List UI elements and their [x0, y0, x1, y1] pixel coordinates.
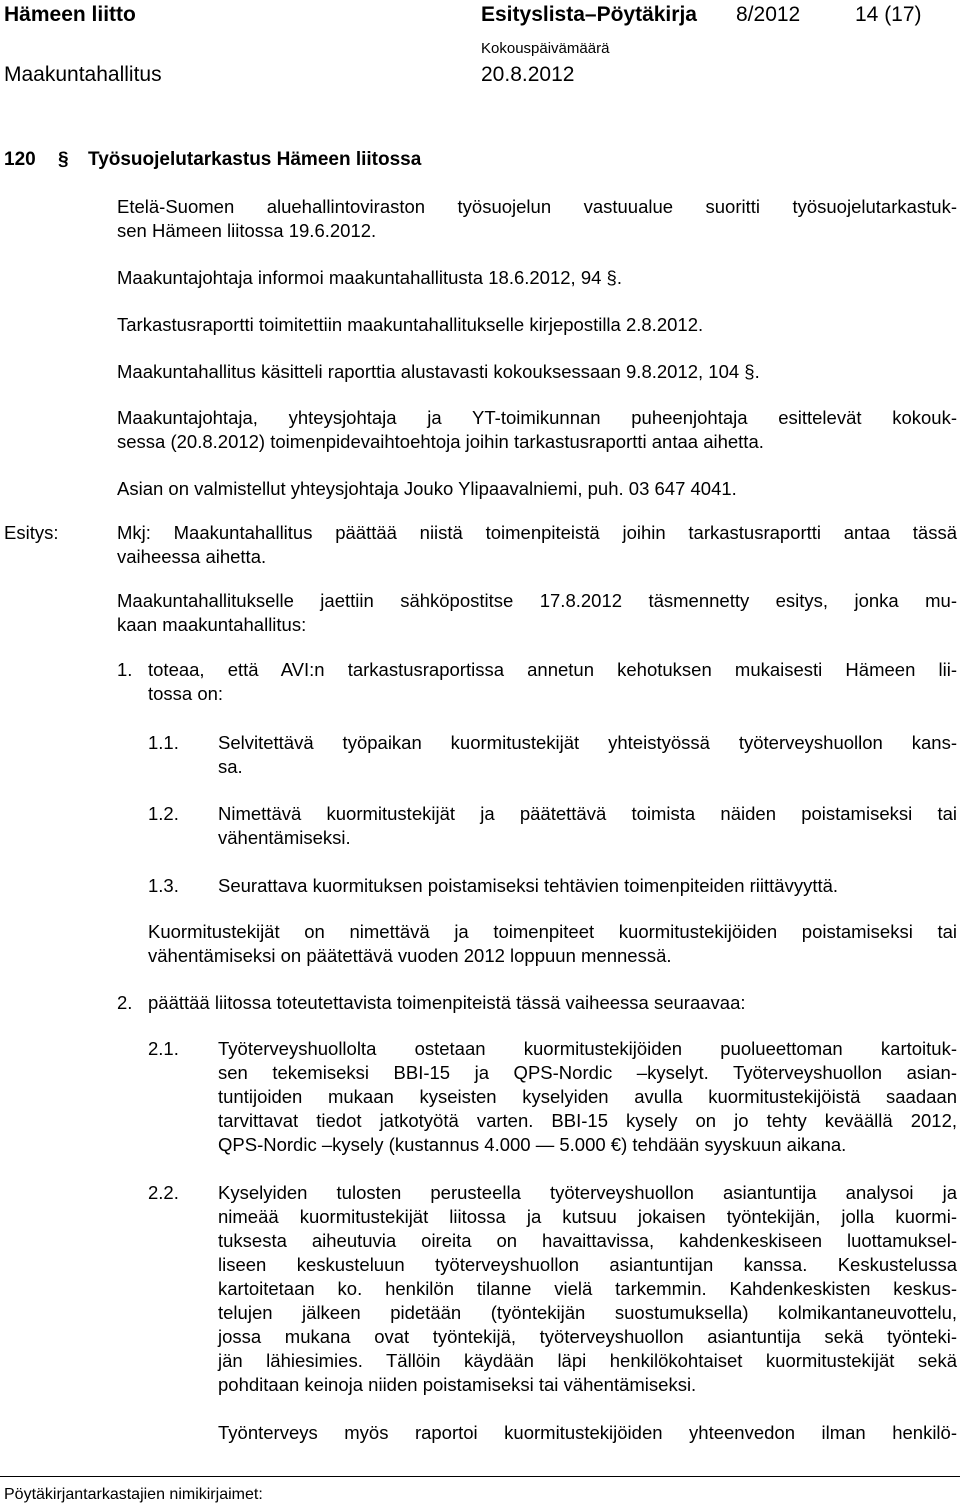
text-line: Nimettävä kuormitustekijät ja päätettävä toimista näiden poistamiseksi tai — [218, 803, 957, 824]
text-line: jossa mukana ovat työntekijä, työterveyshuollon asiantuntija sekä työnteki- — [218, 1326, 957, 1347]
text-line: tuntijoiden mukaan kyseisten kyselyiden avulla kuormitustekijöistä saadaan — [218, 1086, 957, 1107]
text-line: tuksesta aiheutuvia oireita on havaittavissa, kahdenkeskiseen luottamuksel- — [218, 1230, 957, 1251]
subitem-text — [218, 1181, 957, 1397]
paragraph-preliminary: Maakuntahallitus käsitteli raporttia alustavasti kokouksessaan 9.8.2012, 104 §. — [117, 361, 760, 382]
text-line: Maakuntahallitukselle jaettiin sähköpostitse 17.8.2012 täsmennetty esitys, jonka mu- — [117, 590, 957, 611]
paragraph-presentation — [117, 406, 957, 454]
text-line: kartoitetaan ko. henkilön tilanne vielä tarkemmin. Kahdenkeskisten keskus- — [218, 1278, 957, 1299]
text-line: Selvitettävä työpaikan kuormitustekijät yhteistyössä työterveyshuollon kans- — [218, 732, 957, 753]
subitem-number: 2.1. — [148, 1038, 179, 1059]
text-line: QPS-Nordic –kysely (kustannus 4.000 — 5.000 €) tehdään syyskuun aikana. — [218, 1134, 847, 1155]
page-number: 14 (17) — [855, 3, 922, 26]
text-line: Työterveyshuollolta ostetaan kuormitustekijöiden puolueettoman kartoituk- — [218, 1038, 957, 1059]
text-line: tarvittavat tiedot jatkotyötä varten. BBI-15 kysely on jo tehty keväällä 2012, — [218, 1110, 957, 1131]
text-line: sessa (20.8.2012) toimenpidevaihtoehtoja joihin tarkastusraportti antaa aihetta. — [117, 431, 764, 452]
org-name: Hämeen liitto — [4, 3, 136, 26]
subitem-text: Seurattava kuormituksen poistamiseksi tehtävien toimenpiteiden riittävyyttä. — [218, 875, 839, 896]
item-text — [148, 658, 957, 706]
section-symbol: § — [58, 149, 69, 170]
subitem-number: 2.2. — [148, 1182, 179, 1203]
text-line: toteaa, että AVI:n tarkastusraportissa annetun kehotuksen mukaisesti Hämeen lii- — [148, 659, 957, 680]
text-line: vaiheessa aihetta. — [117, 546, 267, 567]
text-line: sen tekemiseksi BBI-15 ja QPS-Nordic –kyselyt. Työterveyshuollon asian- — [218, 1062, 957, 1083]
item-tail — [218, 1421, 957, 1445]
text-line: jän lähiesimies. Tällöin käydään läpi henkilökohtaiset kuormitustekijät sekä — [218, 1350, 957, 1371]
footer-divider — [0, 1476, 960, 1477]
text-line: Työnterveys myös raportoi kuormitustekijöiden yhteenvedon ilman henkilö- — [218, 1422, 957, 1443]
item-text: päättää liitossa toteutettavista toimenpiteistä tässä vaiheessa seuraavaa: — [148, 992, 746, 1013]
subitem-number: 1.1. — [148, 732, 179, 753]
proposal-text — [117, 521, 957, 569]
paragraph-prepared-by: Asian on valmistellut yhteysjohtaja Jouko Ylipaavalniemi, puh. 03 647 4041. — [117, 478, 737, 499]
text-line: Kyselyiden tulosten perusteella työterveyshuollon asiantuntija analysoi ja — [218, 1182, 957, 1203]
subitem-text — [218, 802, 957, 850]
footer-initials-label: Pöytäkirjantarkastajien nimikirjaimet: — [4, 1486, 263, 1503]
text-line: telujen jälkeen pidetään (työntekijän suostumuksella) kolmikantaneuvottelu, — [218, 1302, 957, 1323]
text-line: vähentämiseksi on päätettävä vuoden 2012 loppuun mennessä. — [148, 945, 672, 966]
subitem-number: 1.2. — [148, 803, 179, 824]
meeting-date-label: Kokouspäivämäärä — [481, 40, 610, 57]
paragraph-informed: Maakuntajohtaja informoi maakuntahallitusta 18.6.2012, 94 §. — [117, 267, 622, 288]
text-line: nimeää kuormitustekijät liitossa ja kutsuu jokaisen työntekijän, jolla kuormi- — [218, 1206, 957, 1227]
text-line: Etelä-Suomen aluehallintoviraston työsuojelun vastuualue suoritti työsuojelutarkastuk- — [117, 196, 957, 217]
meeting-date: 20.8.2012 — [481, 63, 575, 86]
section-number: 120 — [4, 149, 36, 170]
text-line: Kuormitustekijät on nimettävä ja toimenpiteet kuormitustekijöiden poistamiseksi tai — [148, 921, 957, 942]
text-line: tossa on: — [148, 683, 224, 704]
text-line: sa. — [218, 756, 243, 777]
item-number: 1. — [117, 659, 133, 680]
text-line: kaan maakuntahallitus: — [117, 614, 307, 635]
subitem-text — [218, 1037, 957, 1157]
subitem-number: 1.3. — [148, 875, 179, 896]
section-title: Työsuojelutarkastus Hämeen liitossa — [88, 149, 422, 170]
subitem-text — [218, 731, 957, 779]
paragraph-report-delivered: Tarkastusraportti toimitettiin maakuntahallitukselle kirjepostilla 2.8.2012. — [117, 314, 704, 335]
proposal-sent — [117, 589, 957, 637]
item-note — [148, 920, 957, 968]
text-line: liseen keskusteluun työterveyshuollon asiantuntijan kanssa. Keskustelussa — [218, 1254, 957, 1275]
item-number: 2. — [117, 992, 133, 1013]
text-line: vähentämiseksi. — [218, 827, 351, 848]
text-line: Mkj: Maakuntahallitus päättää niistä toimenpiteistä joihin tarkastusraportti antaa tässä — [117, 522, 957, 543]
paragraph-inspection — [117, 195, 957, 243]
document-number: 8/2012 — [736, 3, 801, 26]
governing-body: Maakuntahallitus — [4, 63, 162, 86]
document-type: Esityslista–Pöytäkirja — [481, 3, 697, 26]
proposal-label: Esitys: — [4, 522, 59, 543]
text-line: sen Hämeen liitossa 19.6.2012. — [117, 220, 377, 241]
text-line: pohditaan keinoja niiden poistamiseksi tai vähentämiseksi. — [218, 1374, 697, 1395]
text-line: Maakuntajohtaja, yhteysjohtaja ja YT-toimikunnan puheenjohtaja esittelevät kokouk- — [117, 407, 957, 428]
